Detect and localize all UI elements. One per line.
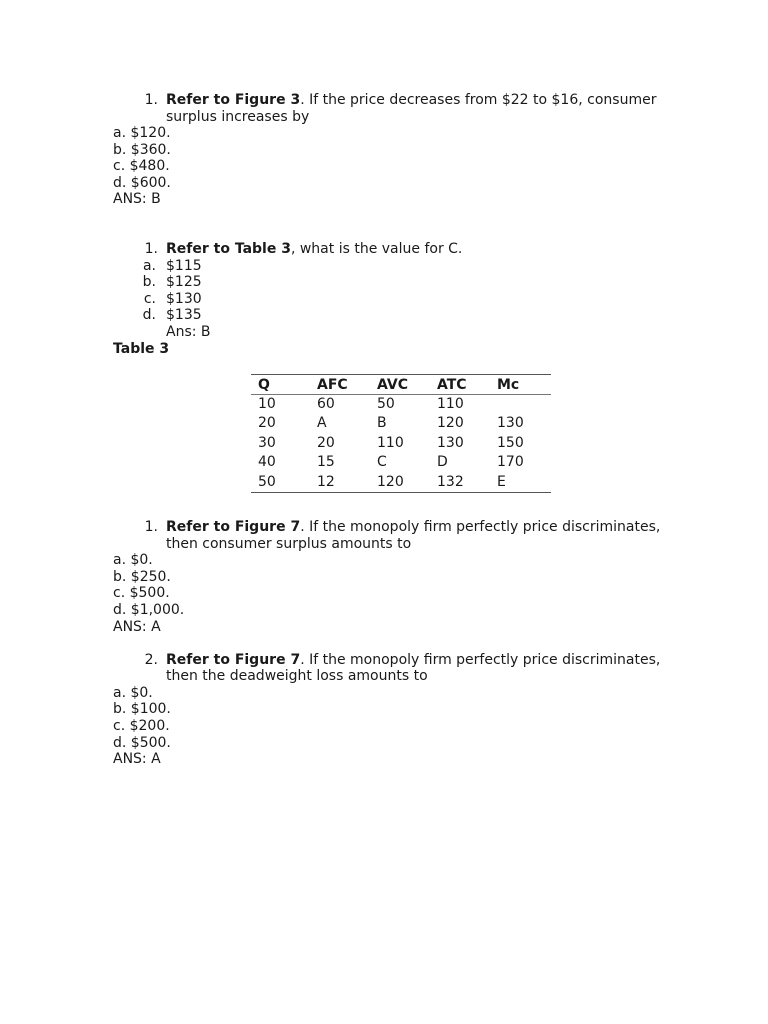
data-table [251, 374, 551, 493]
table-cell: 50 [258, 473, 276, 490]
table-row [251, 434, 551, 453]
question-text-continued: surplus increases by [166, 109, 310, 125]
question-number: 2. [144, 652, 158, 668]
table-row [251, 414, 551, 433]
option-c: $130 [166, 291, 202, 307]
table-cell: 130 [437, 434, 464, 451]
question-stem [166, 519, 660, 536]
question-number: 1. [144, 92, 158, 108]
answer: ANS: B [113, 191, 161, 207]
answer: ANS: A [113, 751, 161, 767]
question-stem [166, 241, 462, 258]
option-a: a. $0. [113, 552, 153, 568]
option-d: $135 [166, 307, 202, 323]
option-d: d. $600. [113, 175, 171, 191]
table-cell: 132 [437, 473, 464, 490]
table-cell: 60 [317, 396, 335, 412]
table-cell: 20 [317, 434, 335, 451]
question-text: , what is the value for C. [290, 241, 463, 257]
question-text: . If the price decreases from $22 to $16, consumer [300, 92, 657, 108]
question-number: 1. [144, 519, 158, 535]
column-header: Q [258, 377, 270, 393]
table-cell: C [377, 454, 387, 471]
option-d-letter: d. [142, 307, 156, 323]
option-a: a. $0. [113, 685, 153, 701]
option-c: c. $480. [113, 158, 170, 174]
table-cell: 10 [258, 396, 276, 412]
option-b: $125 [166, 274, 202, 290]
table-row [251, 473, 551, 492]
table-cell: 12 [317, 473, 335, 490]
question-text-continued: then the deadweight loss amounts to [166, 668, 428, 684]
table-cell: 110 [377, 434, 404, 451]
table-title: Table 3 [113, 341, 170, 357]
table-cell: 130 [497, 415, 524, 432]
option-a: a. $120. [113, 125, 171, 141]
table-cell: 120 [377, 473, 404, 490]
option-a: $115 [166, 258, 202, 274]
question-stem [166, 92, 656, 109]
question-number: 1. [144, 241, 158, 257]
question-text: . If the monopoly firm perfectly price discriminates, [300, 519, 661, 535]
table-cell: 50 [377, 396, 395, 412]
figure-reference: Refer to Figure 7 [166, 519, 301, 535]
table-cell: A [317, 415, 327, 432]
question-text: . If the monopoly firm perfectly price discriminates, [300, 652, 661, 668]
answer: ANS: A [113, 619, 161, 635]
column-header: AVC [377, 377, 408, 393]
column-header: ATC [437, 377, 467, 393]
table-cell: D [437, 454, 448, 471]
question-text-continued: then consumer surplus amounts to [166, 536, 412, 552]
table-reference: Refer to Table 3 [166, 241, 291, 257]
option-b: b. $100. [113, 701, 171, 717]
column-header: AFC [317, 377, 348, 393]
table-cell: 110 [437, 396, 464, 412]
option-c: c. $200. [113, 718, 170, 734]
option-b: b. $360. [113, 142, 171, 158]
option-d: d. $1,000. [113, 602, 185, 618]
option-b-letter: b. [142, 274, 156, 290]
option-a-letter: a. [142, 258, 156, 274]
table-row [251, 453, 551, 472]
table-row [251, 395, 551, 414]
table-cell: 20 [258, 415, 276, 432]
option-b: b. $250. [113, 569, 171, 585]
table-cell: B [377, 415, 387, 432]
figure-reference: Refer to Figure 7 [166, 652, 301, 668]
option-c-letter: c. [143, 291, 156, 307]
table-cell: 120 [437, 415, 464, 432]
table-header-row [251, 375, 551, 395]
option-d: d. $500. [113, 735, 171, 751]
figure-reference: Refer to Figure 3 [166, 92, 301, 108]
table-cell: 30 [258, 434, 276, 451]
table-cell: 40 [258, 454, 276, 471]
option-c: c. $500. [113, 585, 170, 601]
table-cell: 15 [317, 454, 335, 471]
table-cell: E [497, 473, 506, 490]
table-cell: 150 [497, 434, 524, 451]
table-cell: 170 [497, 454, 524, 471]
answer: Ans: B [166, 324, 211, 340]
column-header: Mc [497, 377, 520, 393]
question-stem [166, 652, 660, 669]
